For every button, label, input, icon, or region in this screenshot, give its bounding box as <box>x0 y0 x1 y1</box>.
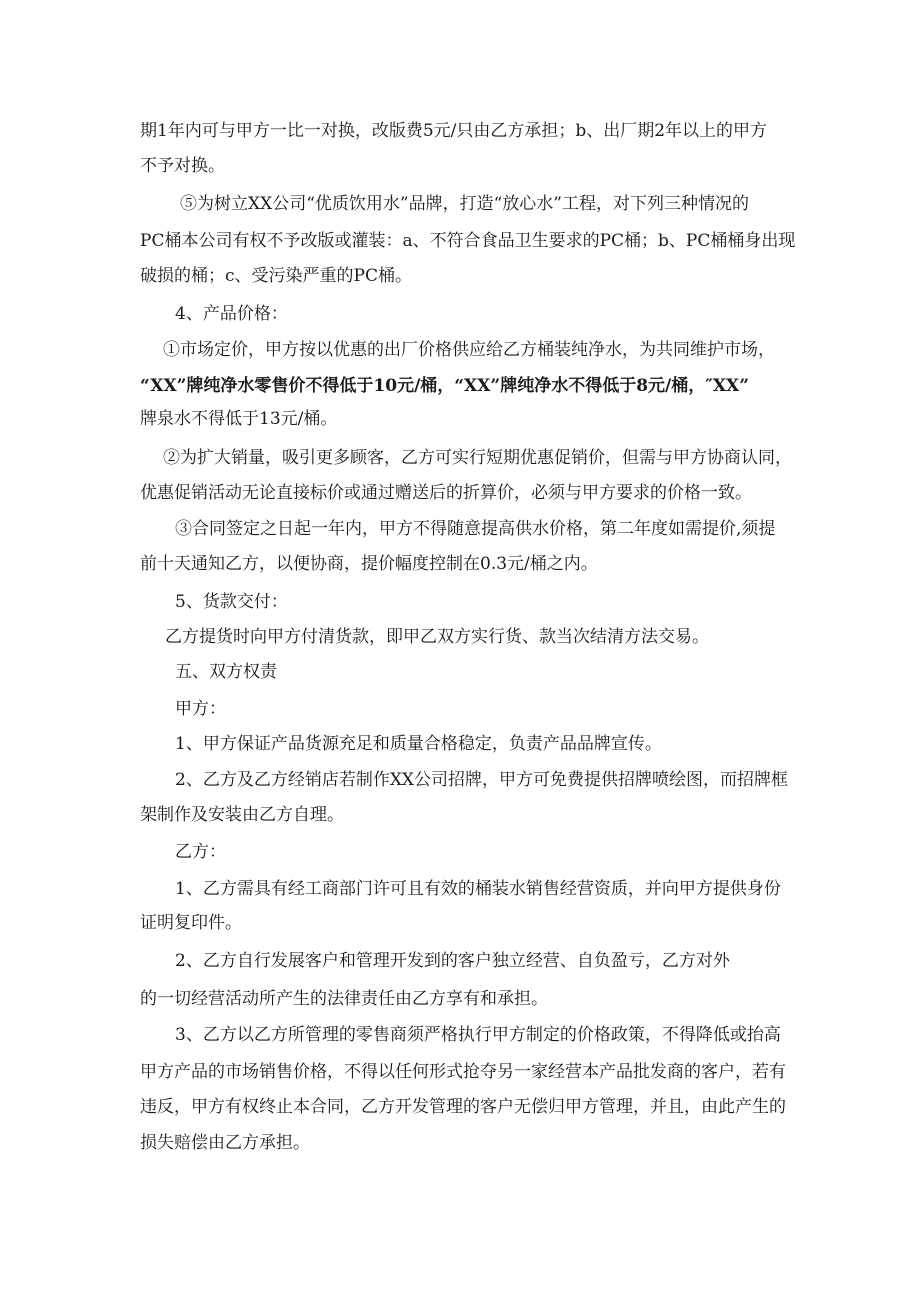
text-line: 破损的桶；c、受污染严重的PC桶。 <box>140 266 412 286</box>
text-line: ②为扩大销量，吸引更多顾客，乙方可实行短期优惠促销价，但需与甲方协商认同， <box>163 448 792 468</box>
text-line: 不予对换。 <box>140 156 225 176</box>
text-line: ⑤为树立XX公司“优质饮用水”品牌，打造“放心水”工程，对下列三种情况的 <box>180 194 749 214</box>
text-line: 乙方提货时向甲方付清货款，即甲乙双方实行货、款当次结清方法交易。 <box>165 627 709 647</box>
text-line: ①市场定价，甲方按以优惠的出厂价格供应给乙方桶装纯净水，为共同维护市场， <box>163 340 775 360</box>
section-heading: 5、货款交付： <box>175 592 288 612</box>
text-line: 违反，甲方有权终止本合同，乙方开发管理的客户无偿归甲方管理，并且，由此产生的 <box>140 1097 786 1117</box>
text-line: 损失赔偿由乙方承担。 <box>140 1133 310 1153</box>
text-line: 2、乙方自行发展客户和管理开发到的客户独立经营、自负盈亏，乙方对外 <box>175 951 730 971</box>
text-line: 的一切经营活动所产生的法律责任由乙方享有和承担。 <box>140 989 548 1009</box>
section-heading: 五、双方权责 <box>175 662 277 682</box>
text-line: 2、乙方及乙方经销店若制作XX公司招牌，甲方可免费提供招牌喷绘图，而招牌框 <box>175 770 789 790</box>
section-heading: 4、产品价格： <box>175 304 288 324</box>
text-line: 前十天通知乙方，以便协商，提价幅度控制在0.3元/桶之内。 <box>140 554 598 574</box>
text-line: 1、乙方需具有经工商部门许可且有效的桶装水销售经营资质，并向甲方提供身份 <box>175 879 781 899</box>
text-line: 期1年内可与甲方一比一对换，改版费5元/只由乙方承担；b、出厂期2年以上的甲方 <box>140 121 768 141</box>
text-line: 牌泉水不得低于13元/桶。 <box>140 409 338 429</box>
text-line: 3、乙方以乙方所管理的零售商须严格执行甲方制定的价格政策，不得降低或抬高 <box>175 1025 781 1045</box>
text-line: 架制作及安装由乙方自理。 <box>140 805 344 825</box>
party-heading: 乙方： <box>175 842 226 862</box>
text-line: PC桶本公司有权不予改版或灌装：a、不符合食品卫生要求的PC桶；b、PC桶桶身出现 <box>140 231 796 251</box>
text-line: ③合同签定之日起一年内，甲方不得随意提高供水价格，第二年度如需提价,须提 <box>175 519 776 539</box>
text-line: 优惠促销活动无论直接标价或通过赠送后的折算价，必须与甲方要求的价格一致。 <box>140 483 752 503</box>
text-line: “XX”牌纯净水零售价不得低于10元/桶，“XX”牌纯净水不得低于8元/桶，″XX” <box>140 376 750 396</box>
text-line: 甲方产品的市场销售价格，不得以任何形式抢夺另一家经营本产品批发商的客户，若有 <box>140 1062 786 1082</box>
text-line: 证明复印件。 <box>140 913 242 933</box>
text-line: 1、甲方保证产品货源充足和质量合格稳定，负责产品品牌宣传。 <box>175 734 662 754</box>
party-heading: 甲方： <box>175 699 226 719</box>
